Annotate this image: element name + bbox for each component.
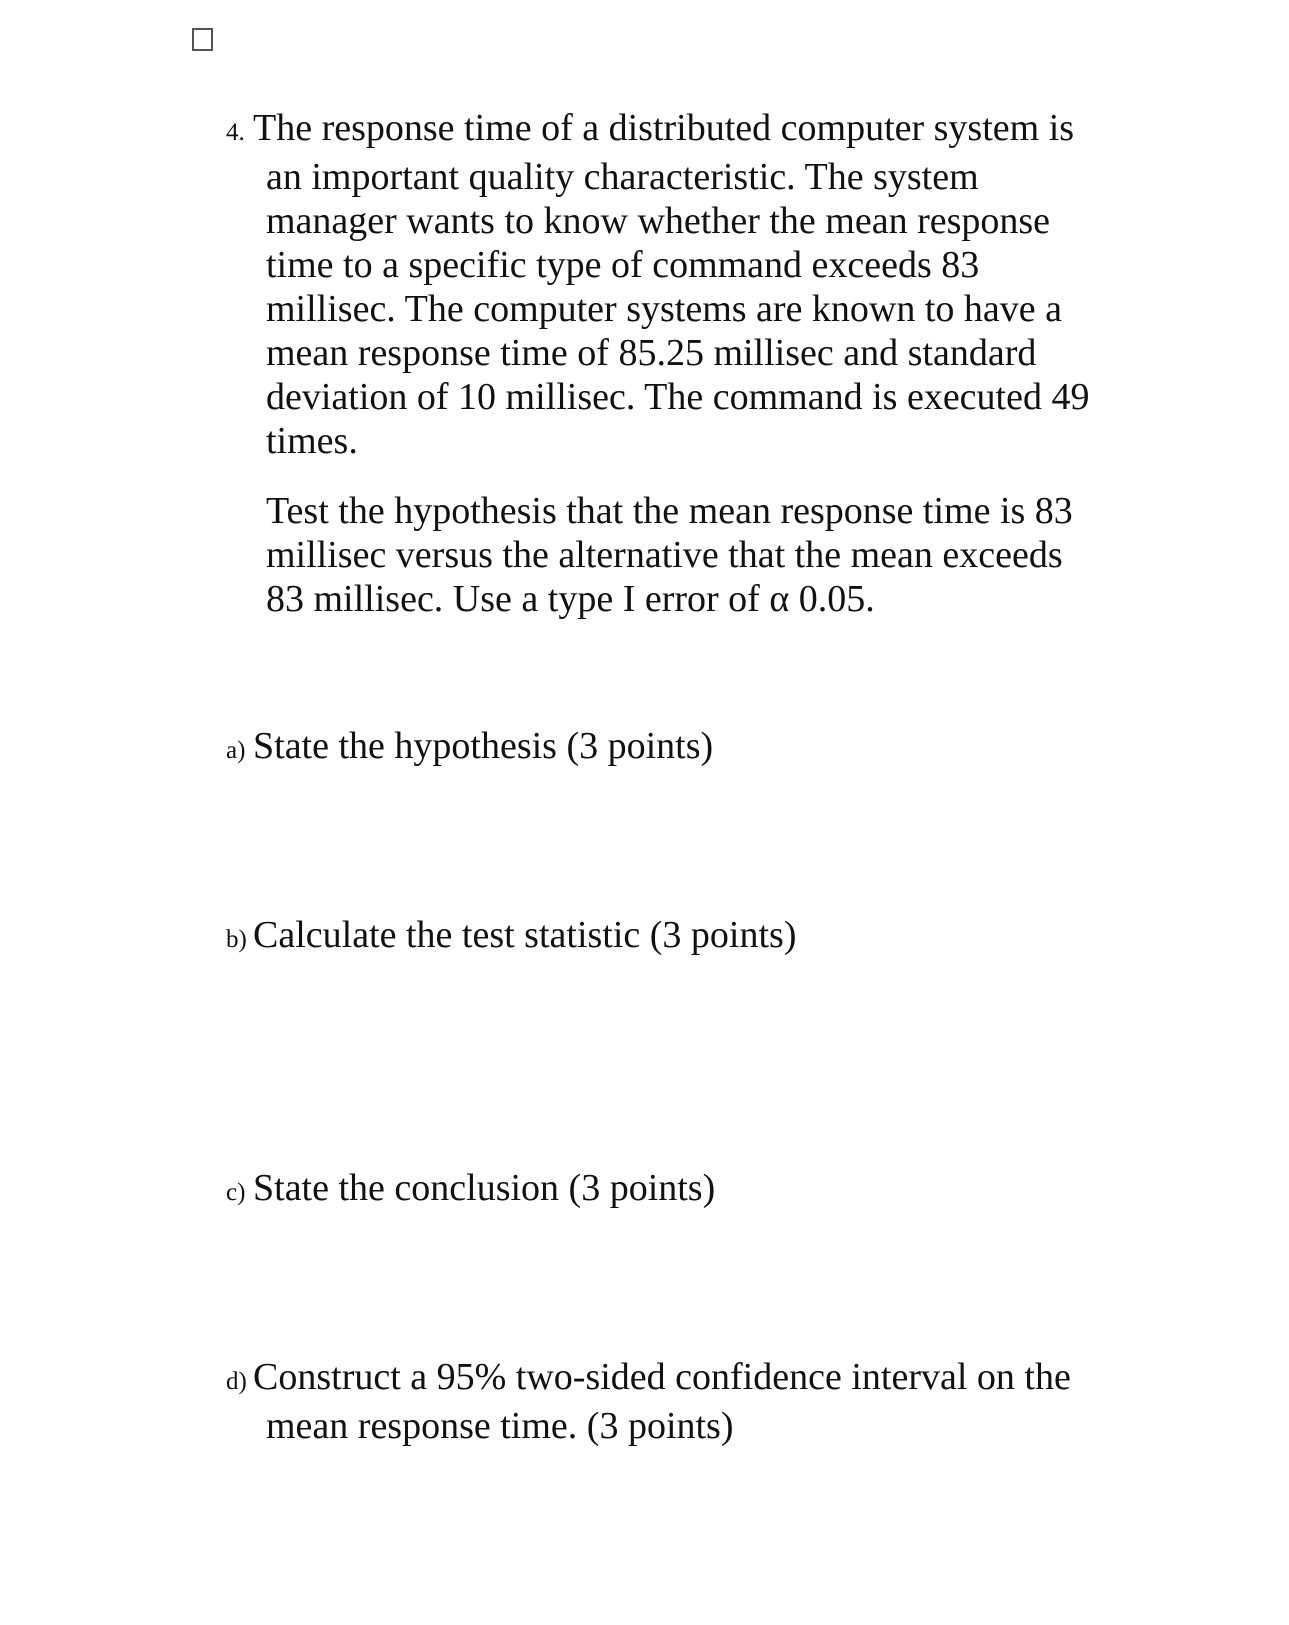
part-text: mean response time. (3 points) [266, 1405, 734, 1447]
checkbox[interactable] [192, 28, 213, 51]
question-line: 4. The response time of a distributed computer system is [226, 106, 1089, 155]
question-line: millisec. The computer systems are known to have a [266, 288, 1063, 330]
part-a [226, 724, 713, 773]
question-4 [226, 106, 1089, 463]
test-line: Test the hypothesis that the mean response time is 83 [266, 490, 1073, 532]
part-text: Construct a 95% two-sided confidence interval on the [253, 1356, 1071, 1398]
part-text: Calculate the test statistic (3 points) [253, 914, 797, 956]
question-line: deviation of 10 millisec. The command is executed 49 [266, 376, 1090, 418]
part-text: State the conclusion (3 points) [253, 1167, 716, 1209]
part-c [226, 1166, 715, 1215]
part-label: a) [226, 737, 246, 764]
question-line: time to a specific type of command exceeds 83 [266, 244, 980, 286]
question-line: manager wants to know whether the mean response [266, 200, 1051, 242]
part-d [226, 1355, 1071, 1448]
part-label: c) [226, 1179, 246, 1206]
part-label: d) [226, 1368, 247, 1395]
part-label: b) [226, 926, 247, 953]
question-line: times. [266, 420, 358, 462]
question-number: 4. [226, 119, 245, 146]
test-line: 83 millisec. Use a type I error of α 0.05. [266, 578, 875, 620]
test-instructions [226, 489, 1073, 621]
test-line: millisec versus the alternative that the mean exceeds [266, 534, 1063, 576]
question-line: an important quality characteristic. The system [266, 156, 979, 198]
question-line: mean response time of 85.25 millisec and standard [266, 332, 1037, 374]
part-text: State the hypothesis (3 points) [253, 725, 714, 767]
part-b [226, 913, 797, 962]
